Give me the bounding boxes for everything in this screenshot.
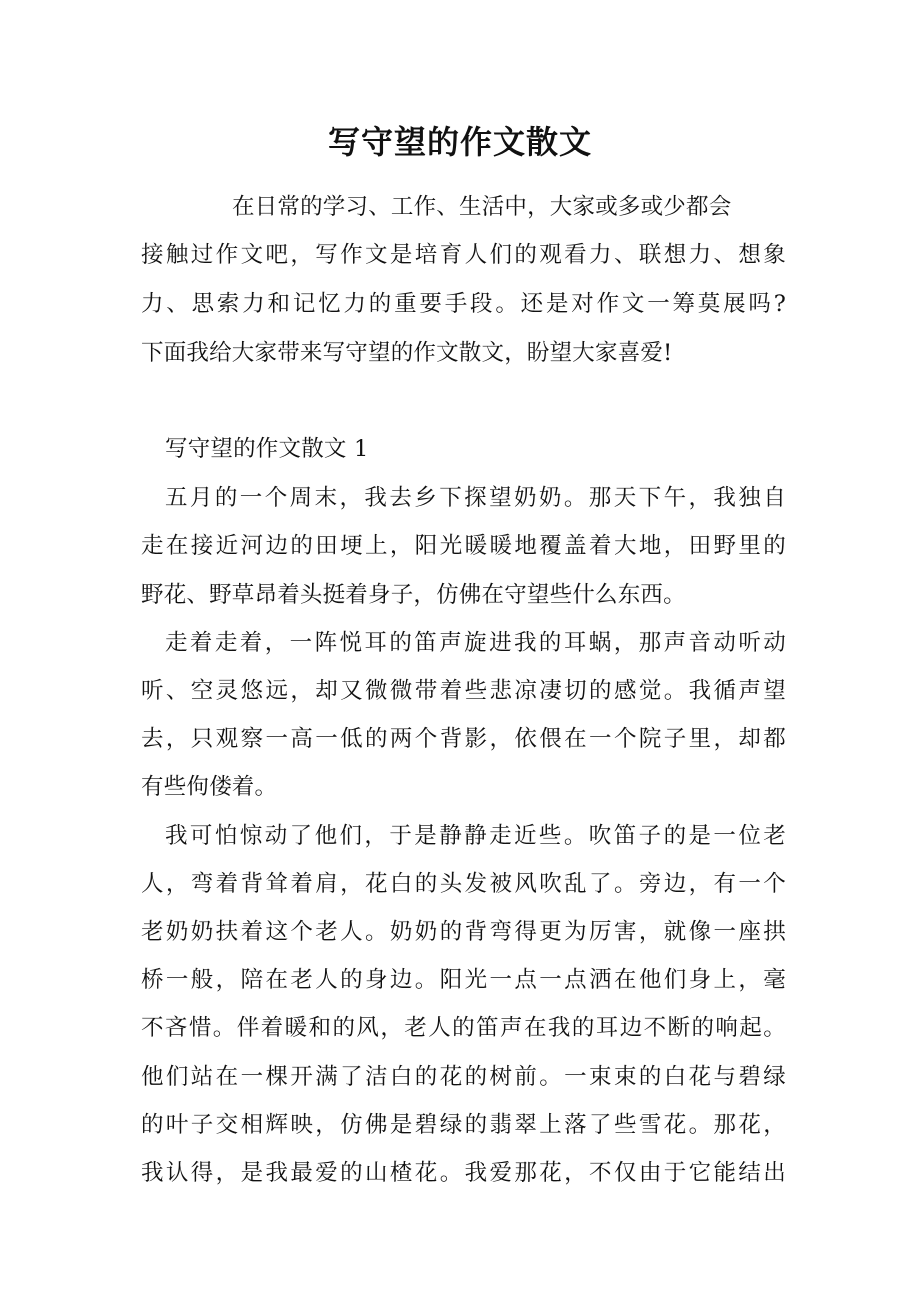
body-line: 桥一般，陪在老人的身边。阳光一点一点洒在他们身上，毫 xyxy=(141,967,786,993)
body-line: 老奶奶扶着这个老人。奶奶的背弯得更为厉害，就像一座拱 xyxy=(141,919,786,945)
intro-line-1: 在日常的学习、工作、生活中，大家或多或少都会 xyxy=(232,194,732,220)
body-line: 他们站在一棵开满了洁白的花的树前。一束束的白花与碧绿 xyxy=(141,1064,786,1090)
body-line: 听、空灵悠远，却又微微带着些悲凉凄切的感觉。我循声望 xyxy=(141,678,786,704)
body-line: 人，弯着背耸着肩，花白的头发被风吹乱了。旁边，有一个 xyxy=(141,871,786,897)
body-line: 五月的一个周末，我去乡下探望奶奶。那天下午，我独自 xyxy=(165,485,786,511)
body-line: 去，只观察一高一低的两个背影，依偎在一个院子里，却都 xyxy=(141,726,786,752)
section-heading: 写守望的作文散文 1 xyxy=(165,436,369,462)
intro-line-2: 接触过作文吧，写作文是培育人们的观看力、联想力、想象 xyxy=(141,242,786,268)
body-line: 有些佝偻着。 xyxy=(141,774,278,800)
body-line: 的叶子交相辉映，仿佛是碧绿的翡翠上落了些雪花。那花， xyxy=(141,1112,786,1138)
body-line: 我可怕惊动了他们，于是静静走近些。吹笛子的是一位老 xyxy=(165,823,786,849)
body-line: 走在接近河边的田埂上，阳光暖暖地覆盖着大地，田野里的 xyxy=(141,533,786,559)
body-line: 不吝惜。伴着暖和的风，老人的笛声在我的耳边不断的响起。 xyxy=(141,1015,786,1041)
body-line: 野花、野草昂着头挺着身子，仿佛在守望些什么东西。 xyxy=(141,582,686,608)
document-title: 写守望的作文散文 xyxy=(327,123,592,161)
intro-line-3: 力、思索力和记忆力的重要手段。还是对作文一筹莫展吗? xyxy=(141,291,786,317)
body-line: 我认得，是我最爱的山楂花。我爱那花，不仅由于它能结出 xyxy=(141,1160,786,1186)
body-line: 走着走着，一阵悦耳的笛声旋进我的耳蜗，那声音动听动 xyxy=(165,630,786,656)
intro-line-4: 下面我给大家带来写守望的作文散文，盼望大家喜爱! xyxy=(141,340,673,366)
